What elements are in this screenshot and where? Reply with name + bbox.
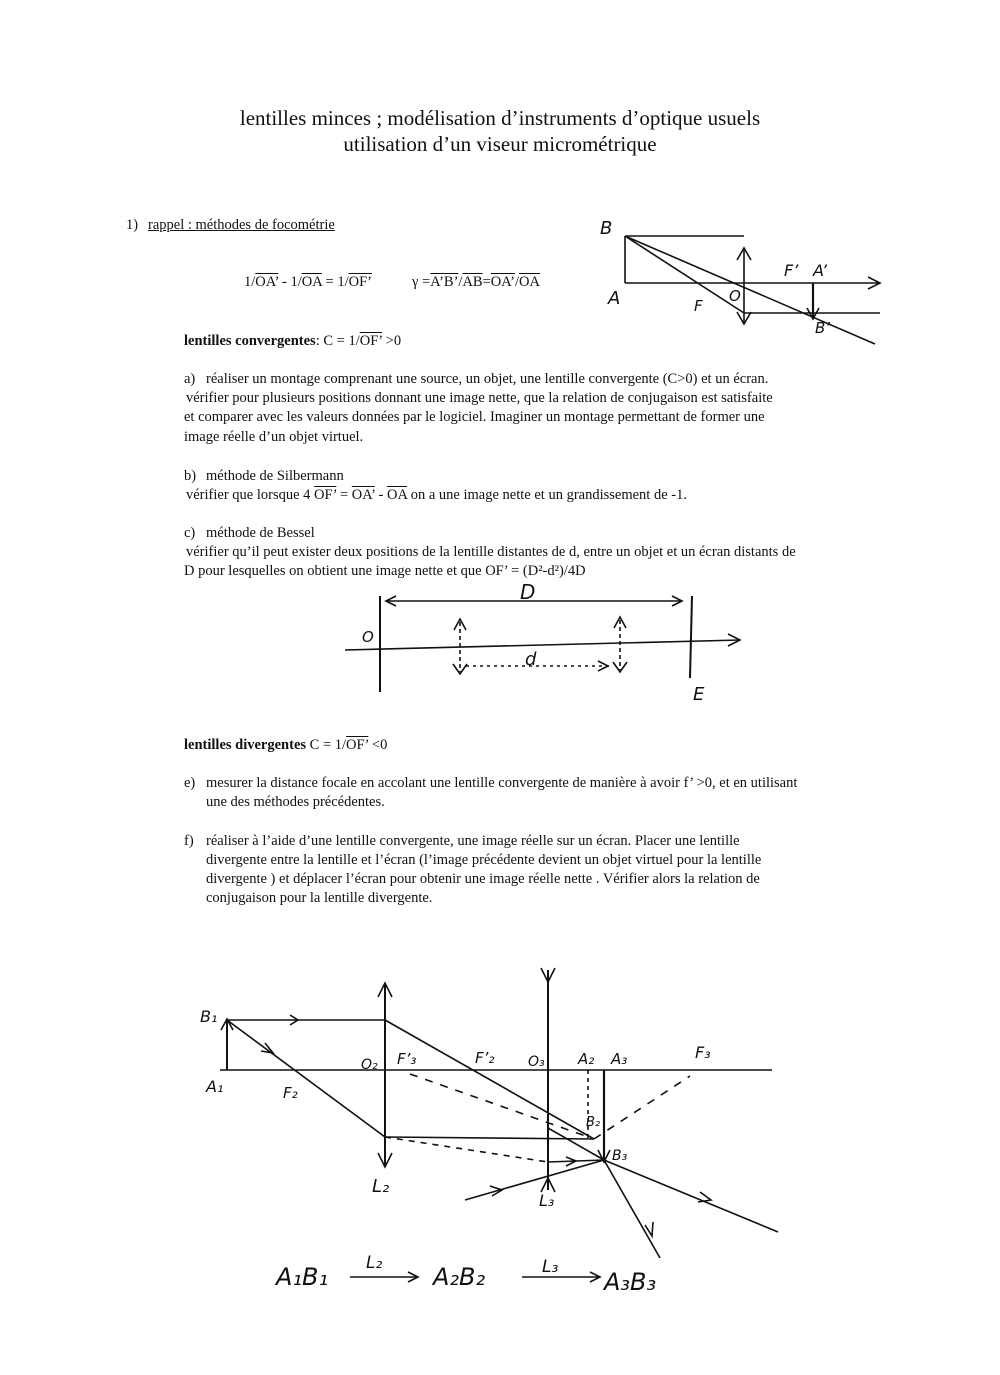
label-F3: F₃ — [695, 1043, 711, 1062]
item-f-line: divergente ) et déplacer l’écran pour obtenir une image réelle nette . Vérifier alors la relation de — [206, 871, 760, 887]
chain-to: A₃B₃ — [604, 1268, 657, 1296]
label-A1: A₁ — [206, 1077, 224, 1096]
item-b-title: méthode de Silbermann — [206, 468, 344, 484]
item-f-line: conjugaison pour la lentille divergente. — [206, 890, 433, 906]
chain-mid: A₂B₂ — [433, 1263, 486, 1291]
item-f-marker: f) — [184, 833, 194, 849]
label-B: B — [600, 218, 613, 239]
item-e-line: une des méthodes précédentes. — [206, 794, 385, 810]
label-F: F — [694, 297, 703, 315]
label-Aprime: A’ — [813, 261, 827, 280]
item-e-marker: e) — [184, 775, 196, 791]
item-c-line: D pour lesquelles on obtient une image nette et que OF’ = (D²-d²)/4D — [184, 563, 586, 579]
label-Fprime3: F’₃ — [397, 1050, 417, 1068]
label-F2: F₂ — [283, 1084, 298, 1102]
item-f-line: divergente entre la lentille et l’écran (l’image précédente devient un objet virtuel pour la lentille — [206, 852, 762, 868]
label-D: D — [520, 580, 536, 604]
section-heading: rappel : méthodes de focométrie — [148, 217, 335, 233]
label-Fprime2: F’₂ — [475, 1049, 495, 1067]
label-B2: B₂ — [586, 1115, 601, 1130]
item-a-line: réaliser un montage comprenant une source, un objet, une lentille convergente (C>0) et un écran. — [206, 371, 769, 387]
page-title-line1: lentilles minces ; modélisation d’instruments d’optique usuels — [239, 106, 761, 130]
label-O2: O₂ — [361, 1057, 378, 1073]
chain-arrow2-label: L₃ — [542, 1257, 559, 1277]
item-a-line: et comparer avec les valeurs données par le logiciel. Imaginer un montage permettant de former une — [184, 409, 765, 425]
item-e-line: mesurer la distance focale en accolant une lentille convergente de manière à avoir f’ >0, et en utilisant — [206, 775, 798, 791]
label-Bprime: B’ — [815, 319, 831, 337]
label-E: E — [693, 684, 705, 705]
magnification-formula: $\gamma =A’B’/\overline{AB}=OA’/\overline{OA}$ — [412, 274, 540, 290]
label-A3: A₃ — [611, 1050, 628, 1068]
page-title-line2: utilisation d’un viseur micrométrique — [343, 132, 657, 156]
item-a-line: vérifier pour plusieurs positions donnant une image nette, que la relation de conjugaison est satisfaite — [186, 390, 773, 406]
item-a-line: image réelle d’un objet virtuel. — [184, 429, 364, 445]
item-b-marker: b) — [184, 468, 197, 484]
label-B3: B₃ — [612, 1148, 628, 1164]
section-number: 1) — [126, 217, 139, 233]
label-B1: B₁ — [200, 1007, 218, 1026]
label-O3: O₃ — [528, 1054, 545, 1070]
label-A2: A₂ — [578, 1050, 595, 1068]
item-a-marker: a) — [184, 371, 196, 387]
label-O: O — [729, 287, 741, 305]
converging-lenses-heading: lentilles convergentes: C = 1/OF’ >0 — [184, 333, 402, 349]
label-Fprime: F’ — [784, 261, 799, 280]
item-c-title: méthode de Bessel — [206, 525, 315, 541]
item-c-marker: c) — [184, 525, 196, 541]
label-L2: L₂ — [372, 1176, 390, 1197]
chain-arrow1-label: L₂ — [366, 1253, 383, 1273]
label-O: O — [362, 628, 374, 646]
chain-from: A₁B₁ — [276, 1263, 329, 1291]
label-A: A — [608, 288, 621, 309]
conjugation-formula: 1/OA’ - $1/\overline{OA} = 1/OF$’ — [244, 274, 372, 290]
diverging-lenses-heading: lentilles divergentes C = 1/OF’ <0 — [184, 737, 388, 753]
item-b-text: vérifier que lorsque 4 OF’ = OA’ - $\overline{OA}$ on a une image nette et un grandissement de -1. — [186, 487, 687, 503]
item-f-line: réaliser à l’aide d’une lentille convergente, une image réelle sur un écran. Placer une lentille — [206, 833, 740, 849]
item-c-line: vérifier qu’il peut exister deux positions de la lentille distantes de d, entre un objet et un écran distants de — [186, 544, 796, 560]
label-L3: L₃ — [539, 1191, 555, 1210]
label-d: d — [525, 649, 537, 670]
